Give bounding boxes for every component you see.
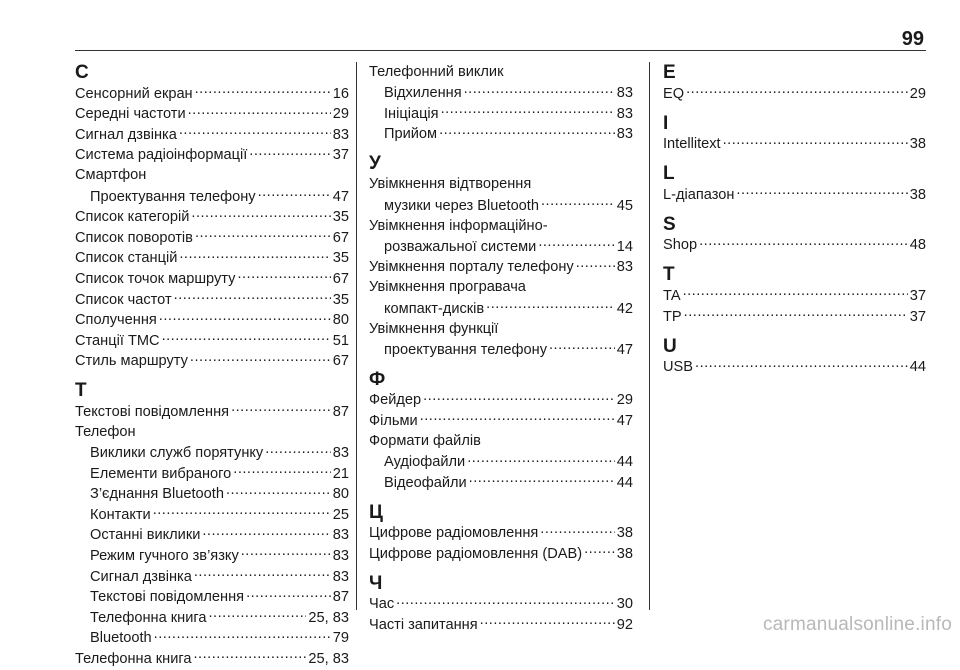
entry-text: TP	[663, 308, 682, 325]
entry-page: 47	[616, 341, 633, 358]
entry-page: 37	[909, 287, 926, 304]
dot-leader	[541, 195, 615, 210]
entry-page: 29	[616, 392, 633, 409]
index-subentry	[369, 339, 633, 360]
dot-leader	[195, 227, 331, 242]
index-entry	[75, 351, 349, 372]
dot-leader	[153, 504, 331, 519]
watermark: carmanualsonline.info	[762, 614, 952, 635]
entry-page: 37	[332, 147, 349, 164]
index-entry	[75, 145, 349, 166]
entry-page: 87	[332, 589, 349, 606]
dot-leader	[162, 330, 331, 345]
dot-leader	[467, 452, 615, 467]
entry-page: 83	[332, 527, 349, 544]
dot-leader	[686, 83, 908, 98]
index-subentry	[369, 472, 633, 493]
dot-leader	[464, 83, 615, 98]
entry-page: 29	[332, 106, 349, 123]
index-subentry	[369, 452, 633, 473]
index-subentry	[75, 566, 349, 587]
entry-text: Ініціація	[384, 105, 439, 122]
index-subentry	[369, 195, 633, 216]
entry-text: Стиль маршруту	[75, 353, 188, 370]
entry-page: 47	[332, 188, 349, 205]
entry-page: 38	[909, 186, 926, 203]
entry-text: Сполучення	[75, 312, 157, 329]
entry-text: Фільми	[369, 412, 418, 429]
entry-text: TA	[663, 287, 681, 304]
dot-leader	[194, 566, 331, 581]
index-entry	[663, 83, 926, 104]
index-subentry	[75, 463, 349, 484]
index-entry	[369, 277, 633, 298]
index-entry	[75, 165, 349, 186]
entry-page: 44	[616, 454, 633, 471]
index-subentry	[369, 236, 633, 257]
entry-page: 80	[332, 312, 349, 329]
dot-leader	[226, 484, 331, 499]
page-number: 99	[901, 28, 924, 50]
index-section	[663, 214, 926, 256]
entry-text: Станції TMC	[75, 332, 160, 349]
index-entry	[369, 319, 633, 340]
index-entry	[369, 257, 633, 278]
entry-text: Час	[369, 596, 395, 613]
index-entry	[75, 124, 349, 145]
index-subentry	[75, 628, 349, 649]
index-subentry	[75, 545, 349, 566]
index-section	[663, 62, 926, 104]
index-section	[663, 163, 926, 205]
entry-text: Формати файлів	[369, 432, 481, 449]
index-section	[663, 336, 926, 378]
entry-page: 21	[332, 465, 349, 482]
section-letter: L	[663, 163, 675, 185]
entry-page: 83	[332, 445, 349, 462]
entry-page: 83	[616, 126, 633, 143]
dot-leader	[441, 103, 615, 118]
entry-text: Елементи вибраного	[90, 465, 232, 482]
column-divider	[649, 62, 650, 610]
dot-leader	[538, 236, 614, 251]
entry-text: Увімкнення інформаційно-	[369, 217, 548, 234]
entry-text: Список станцій	[75, 250, 178, 267]
entry-page: 38	[616, 545, 633, 562]
dot-leader	[174, 289, 331, 304]
entry-page: 38	[616, 525, 633, 542]
index-entry	[369, 174, 633, 195]
index-subentry	[75, 607, 349, 628]
index-entry	[369, 62, 633, 83]
index-entry	[75, 330, 349, 351]
entry-page: 38	[909, 136, 926, 153]
dot-leader	[154, 628, 331, 643]
dot-leader	[179, 124, 331, 139]
index-section	[369, 502, 633, 564]
dot-leader	[249, 145, 330, 160]
entry-text: Увімкнення програвача	[369, 279, 526, 296]
index-entry	[663, 134, 926, 155]
index-section	[369, 62, 633, 144]
section-letter: Ч	[369, 572, 383, 594]
section-letter: S	[663, 213, 676, 235]
entry-page: 51	[332, 332, 349, 349]
dot-leader	[423, 390, 615, 405]
entry-page: 16	[332, 85, 349, 102]
index-subentry	[75, 587, 349, 608]
entry-text: Сенсорний екран	[75, 85, 193, 102]
index-section	[663, 264, 926, 326]
dot-leader	[159, 310, 331, 325]
index-entry	[75, 227, 349, 248]
section-letter: T	[663, 264, 675, 286]
index-entry	[663, 306, 926, 327]
index-column-1	[75, 62, 349, 668]
entry-page: 25	[332, 506, 349, 523]
dot-leader	[265, 443, 331, 458]
dot-leader	[396, 594, 615, 609]
entry-page: 92	[616, 617, 633, 634]
index-entry	[369, 431, 633, 452]
index-section	[663, 113, 926, 155]
dot-leader	[179, 248, 330, 263]
dot-leader	[584, 543, 615, 558]
index-entry	[369, 543, 633, 564]
entry-page: 35	[332, 291, 349, 308]
entry-text: музики через Bluetooth	[384, 197, 539, 214]
dot-leader	[420, 410, 615, 425]
dot-leader	[202, 525, 330, 540]
entry-page: 35	[332, 209, 349, 226]
entry-text: Увімкнення функції	[369, 320, 499, 337]
entry-page: 14	[616, 238, 633, 255]
dot-leader	[540, 523, 614, 538]
dot-leader	[188, 104, 331, 119]
dot-leader	[246, 587, 331, 602]
dot-leader	[736, 184, 907, 199]
entry-text: Система радіоінформації	[75, 147, 248, 164]
index-column-3	[663, 62, 926, 610]
entry-page: 87	[332, 403, 349, 420]
entry-page: 45	[616, 197, 633, 214]
entry-text: Смартфон	[75, 167, 147, 184]
entry-page: 67	[332, 229, 349, 246]
entry-page: 37	[909, 308, 926, 325]
entry-text: розважальної системи	[384, 238, 537, 255]
entry-text: Список категорій	[75, 209, 190, 226]
entry-page: 83	[616, 259, 633, 276]
dot-leader	[258, 186, 331, 201]
entry-text: Intellitext	[663, 136, 721, 153]
entry-text: Цифрове радіомовлення	[369, 525, 539, 542]
entry-text: Цифрове радіомовлення (DAB)	[369, 545, 583, 562]
index-entry	[369, 523, 633, 544]
entry-text: Увімкнення порталу телефону	[369, 259, 574, 276]
entry-page: 42	[616, 300, 633, 317]
header-rule	[75, 50, 926, 51]
index-section	[369, 369, 633, 493]
dot-leader	[237, 268, 330, 283]
index-subentry	[75, 443, 349, 464]
entry-text: Відеофайли	[384, 474, 467, 491]
section-letter: E	[663, 62, 676, 83]
dot-leader	[480, 614, 615, 629]
index-entry	[75, 207, 349, 228]
index-section	[369, 153, 633, 359]
dot-leader	[439, 124, 615, 139]
section-letter: С	[75, 62, 89, 83]
index-entry	[75, 248, 349, 269]
entry-page: 83	[332, 548, 349, 565]
entry-text: Середні частоти	[75, 106, 186, 123]
entry-text: Текстові повідомлення	[75, 403, 230, 420]
section-letter: I	[663, 112, 669, 134]
index-entry	[369, 594, 633, 615]
index-entry	[75, 268, 349, 289]
index-entry	[369, 410, 633, 431]
dot-leader	[699, 235, 908, 250]
dot-leader	[241, 545, 331, 560]
entry-page: 83	[332, 126, 349, 143]
dot-leader	[209, 607, 307, 622]
entry-page: 83	[616, 85, 633, 102]
entry-text: Текстові повідомлення	[90, 589, 245, 606]
entry-text: Виклики служб порятунку	[90, 445, 264, 462]
index-subentry	[75, 186, 349, 207]
index-section	[75, 380, 349, 669]
entry-page: 30	[616, 596, 633, 613]
entry-text: Сигнал дзвінка	[75, 126, 177, 143]
entry-text: Останні виклики	[90, 527, 201, 544]
entry-text: З’єднання Bluetooth	[90, 486, 224, 503]
entry-text: Bluetooth	[90, 630, 152, 647]
dot-leader	[195, 83, 331, 98]
index-entry	[75, 422, 349, 443]
dot-leader	[695, 357, 908, 372]
entry-page: 83	[616, 105, 633, 122]
dot-leader	[194, 648, 307, 663]
entry-text: Контакти	[90, 506, 151, 523]
entry-page: 67	[332, 353, 349, 370]
entry-page: 44	[909, 359, 926, 376]
entry-text: Фейдер	[369, 392, 422, 409]
index-entry	[75, 310, 349, 331]
index-entry	[75, 401, 349, 422]
entry-page: 35	[332, 250, 349, 267]
dot-leader	[549, 339, 615, 354]
entry-text: Телефонний виклик	[369, 64, 504, 80]
entry-text: USB	[663, 359, 694, 376]
index-section	[75, 62, 349, 371]
entry-text: Телефонна книга	[90, 609, 207, 626]
index-entry	[663, 357, 926, 378]
entry-text: Список точок маршруту	[75, 270, 236, 287]
entry-text: Телефон	[75, 423, 136, 440]
dot-leader	[233, 463, 331, 478]
entry-page: 83	[332, 568, 349, 585]
entry-page: 25, 83	[308, 651, 349, 668]
section-letter: У	[369, 153, 381, 175]
entry-text: Режим гучного зв’язку	[90, 548, 239, 565]
index-entry	[663, 235, 926, 256]
dot-leader	[723, 134, 908, 149]
index-entry	[663, 285, 926, 306]
entry-text: Телефонна книга	[75, 651, 192, 668]
entry-page: 48	[909, 237, 926, 254]
entry-text: EQ	[663, 85, 685, 102]
dot-leader	[486, 298, 615, 313]
index-entry	[75, 104, 349, 125]
entry-text: Відхилення	[384, 85, 462, 102]
index-subentry	[75, 504, 349, 525]
dot-leader	[191, 207, 330, 222]
entry-page: 29	[909, 85, 926, 102]
index-subentry	[369, 298, 633, 319]
entry-text: Проектування телефону	[90, 188, 256, 205]
index-entry	[75, 289, 349, 310]
entry-text: проектування телефону	[384, 341, 547, 358]
dot-leader	[684, 306, 908, 321]
index-entry	[369, 216, 633, 237]
entry-text: Аудіофайли	[384, 454, 466, 471]
entry-text: Список частот	[75, 291, 172, 308]
index-column-2	[369, 62, 633, 634]
entry-page: 47	[616, 412, 633, 429]
section-letter: U	[663, 335, 677, 357]
dot-leader	[190, 351, 331, 366]
entry-text: L-діапазон	[663, 186, 735, 203]
entry-text: Увімкнення відтворення	[369, 176, 532, 193]
section-letter: Ф	[369, 368, 386, 390]
index-subentry	[369, 124, 633, 145]
index-entry	[663, 184, 926, 205]
index-entry	[75, 83, 349, 104]
entry-page: 79	[332, 630, 349, 647]
index-subentry	[75, 525, 349, 546]
entry-text: Shop	[663, 237, 698, 254]
dot-leader	[231, 401, 331, 416]
column-divider	[356, 62, 357, 610]
entry-text: компакт-дисків	[384, 300, 485, 317]
entry-text: Список поворотів	[75, 229, 193, 246]
entry-page: 67	[332, 270, 349, 287]
dot-leader	[683, 285, 908, 300]
index-subentry	[369, 103, 633, 124]
dot-leader	[576, 257, 615, 272]
index-subentry	[369, 83, 633, 104]
index-entry	[369, 614, 633, 635]
index-entry	[75, 648, 349, 669]
section-letter: Ц	[369, 501, 383, 523]
dot-leader	[469, 472, 615, 487]
entry-text: Часті запитання	[369, 617, 478, 634]
index-entry	[369, 390, 633, 411]
entry-text: Сигнал дзвінка	[90, 568, 192, 585]
entry-page: 25, 83	[308, 609, 349, 626]
index-subentry	[75, 484, 349, 505]
index-section	[369, 573, 633, 635]
entry-page: 80	[332, 486, 349, 503]
entry-text: Прийом	[384, 126, 438, 143]
section-letter: Т	[75, 380, 87, 402]
entry-page: 44	[616, 474, 633, 491]
